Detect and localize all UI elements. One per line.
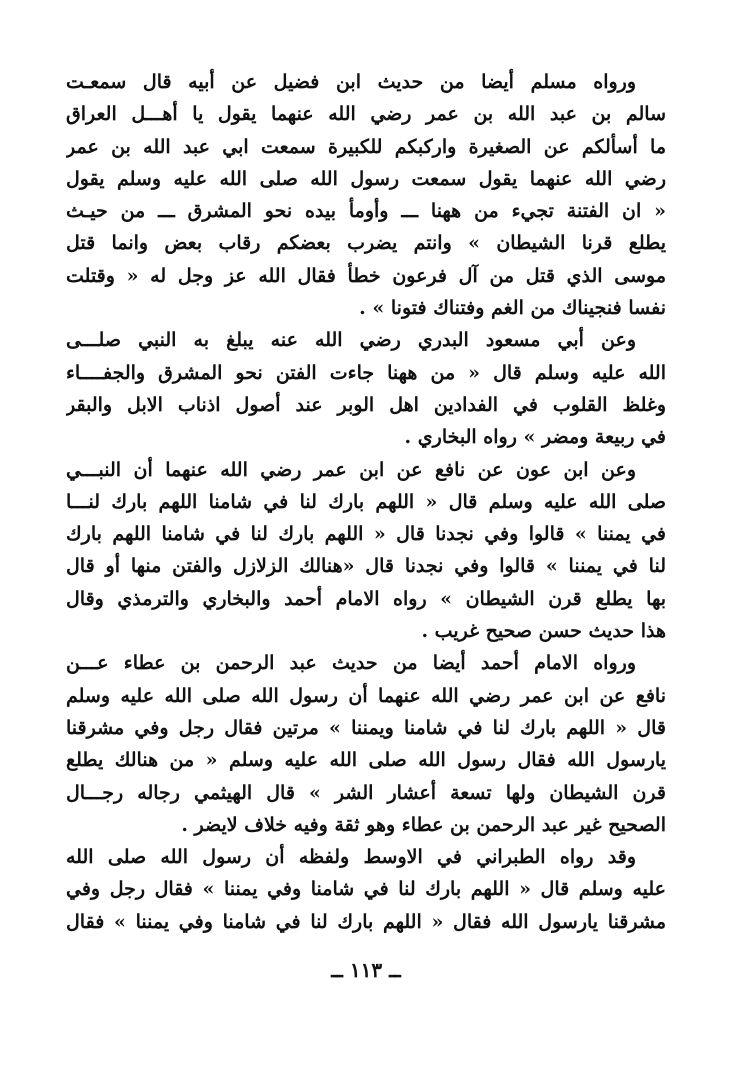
text-line: سالم بن عبد الله بن عمر رضي الله عنهما يقول يا أهـــل العراق — [66, 103, 666, 126]
text-line: وعن ابن عون عن نافع عن ابن عمر رضي الله عنهما أن النبـــي — [66, 458, 636, 481]
text-line: نافع عن ابن عمر رضي الله عنهما أن رسول الله صلى الله عليه وسلم — [66, 684, 666, 707]
text-line: مشرقنا يارسول الله فقال « اللهم بارك لنا في شامنا وفي يمننا » فقال — [66, 910, 666, 933]
text-line: قال « اللهم بارك لنا في شامنا ويمننا » مرتين فقال رجل وفي مشرقنا — [66, 716, 666, 739]
text-line: الله عليه وسلم قال « من ههنا جاءت الفتن نحو المشرق والجفــــاء — [66, 361, 666, 384]
text-line: في يمننا » قالوا وفي نجدنا قال « اللهم بارك لنا في شامنا اللهم بارك — [66, 523, 666, 546]
page-number: ــ ١١٣ ــ — [331, 958, 401, 982]
text-line: وغلظ القلوب في الفدادين اهل الوبر عند أصول اذناب الابل والبقر — [66, 393, 666, 416]
text-line: هذا حديث حسن صحيح غريب . — [421, 620, 666, 643]
text-line: الصحيح غير عبد الرحمن بن عطاء وهو ثقة وفيه خلاف لايضر . — [181, 813, 666, 836]
text-line: ورواه الامام أحمد أيضا من حديث عبد الرحمن بن عطاء عـــن — [66, 652, 636, 675]
text-line: ما أسألكم عن الصغيرة واركبكم للكبيرة سمعت ابي عبد الله بن عمر — [66, 135, 666, 158]
text-line: عليه وسلم قال « اللهم بارك لنا في شامنا وفي يمننا » فقال رجل وفي — [66, 878, 666, 901]
text-line: ورواه مسلم أيضا من حديث ابن فضيل عن أبيه قال سمعـت — [66, 71, 636, 93]
text-line: موسى الذي قتل من آل فرعون خطأ فقال الله عز وجل له « وقتلت — [66, 264, 666, 287]
text-line: قرن الشيطان ولها تسعة أعشار الشر » قال الهيثمي رجاله رجـــال — [66, 781, 666, 804]
text-line: « ان الفتنة تجيء من ههنا ـــ وأومأ بيده نحو المشرق ـــ من حيـث — [66, 200, 666, 223]
text-line: رضي الله عنهما يقول سمعت رسول الله صلى الله عليه وسلم يقول — [66, 167, 666, 190]
text-line: يارسول الله فقال رسول الله صلى الله عليه وسلم « من هنالك يطلع — [66, 749, 666, 772]
text-line: لنا في يمننا » قالوا وفي نجدنا قال «هنالك الزلازل والفتن منها أو قال — [66, 555, 666, 578]
text-line: نفسا فنجيناك من الغم وفتناك فتونا » . — [359, 297, 666, 320]
text-line: بها يطلع قرن الشيطان » رواه الامام أحمد والبخاري والترمذي وقال — [66, 587, 666, 610]
text-line: وعن أبي مسعود البدري رضي الله عنه يبلغ به النبي صلـــى — [66, 329, 636, 352]
text-line: صلى الله عليه وسلم قال « اللهم بارك لنا في شامنا اللهم بارك لنـــا — [66, 490, 666, 513]
text-line: في ربيعة ومضر » رواه البخاري . — [404, 426, 666, 449]
page-body-text — [66, 66, 666, 938]
text-line: يطلع قرنا الشيطان » وانتم يضرب بعضكم رقاب بعض وانما قتل — [66, 232, 666, 255]
text-line: وقد رواه الطبراني في الاوسط ولفظه أن رسول الله صلى الله — [66, 846, 636, 869]
